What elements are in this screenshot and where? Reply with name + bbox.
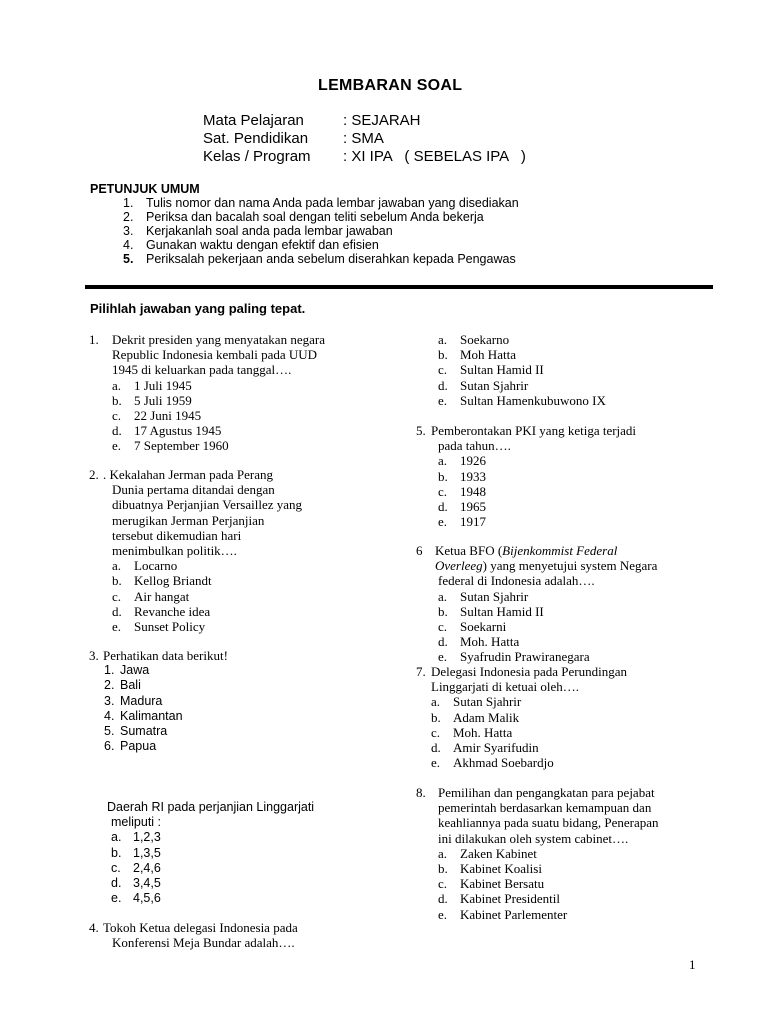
option-key: e.: [438, 392, 448, 408]
answer-option: [438, 589, 595, 604]
option-text: 1948: [460, 483, 486, 499]
option-text: Amir Syarifudin: [453, 740, 539, 756]
option-key: b.: [112, 392, 122, 408]
question-number: 1.: [89, 332, 99, 347]
question-text: Ketua BFO (: [435, 543, 503, 558]
option-text: Kabinet Parlementer: [460, 906, 568, 922]
answer-option: [438, 907, 659, 922]
data-key: 1.: [104, 663, 115, 678]
data-text: Papua: [120, 739, 157, 754]
option-key: b.: [431, 709, 441, 725]
question-text: ini dilakukan oleh system cabinet….: [438, 830, 629, 846]
data-item: [104, 739, 183, 754]
option-text: Sultan Hamenkubuwono IX: [460, 392, 606, 408]
option-text: 1,2,3: [133, 830, 161, 845]
option-text: 1965: [460, 499, 486, 514]
option-text: Sutan Sjahrir: [460, 377, 529, 393]
question-text: pemerintah berdasarkan kemampuan dan: [438, 800, 652, 816]
option-key: c.: [438, 619, 448, 634]
question-text-italic: Overleeg: [435, 558, 483, 574]
question-text: merugikan Jerman Perjanjian: [112, 512, 265, 528]
option-key: a.: [438, 845, 448, 861]
question-text: federal di Indonesia adalah….: [438, 573, 595, 589]
question-number: 6: [416, 543, 423, 558]
option-key: c.: [438, 483, 448, 499]
answer-option: [438, 604, 595, 619]
answer-option: [438, 453, 511, 468]
answer-option: [438, 891, 659, 906]
option-key: c.: [438, 362, 448, 378]
answer-option: [438, 469, 511, 484]
meta-label-class: Kelas / Program: [203, 148, 311, 165]
data-item: [104, 678, 183, 693]
option-key: d.: [431, 740, 441, 756]
question-text: Pemilihan dan pengangkatan para pejabat: [438, 785, 655, 800]
option-text: 3,4,5: [133, 876, 161, 891]
option-key: d.: [438, 634, 448, 650]
option-text: 5 Juli 1959: [134, 392, 192, 408]
answer-option: [438, 649, 595, 664]
option-key: a.: [111, 830, 122, 845]
answer-option: [438, 332, 606, 347]
question-text: 1945 di keluarkan pada tanggal….: [112, 362, 292, 378]
answer-option: [111, 861, 314, 876]
option-text: Kabinet Koalisi: [460, 861, 542, 877]
answer-option: [438, 347, 606, 362]
answer-option: [438, 484, 511, 499]
option-key: d.: [112, 603, 122, 619]
option-text: 1926: [460, 453, 486, 469]
option-key: a.: [438, 588, 448, 604]
question-text: Linggarjati di ketuai oleh….: [431, 679, 580, 695]
answer-option: [438, 876, 659, 891]
question-number: 8.: [416, 785, 426, 800]
question-text: meliputi :: [111, 815, 162, 830]
answer-option: [431, 725, 627, 740]
answer-option: [111, 846, 314, 861]
question-text: ) yang menyetujui system Negara: [482, 558, 658, 574]
data-text: Jawa: [120, 663, 150, 678]
option-text: Moh. Hatta: [453, 724, 513, 740]
data-text: Sumatra: [120, 724, 168, 738]
answer-option: [438, 861, 659, 876]
answer-option: [112, 378, 325, 393]
answer-option: [431, 740, 627, 755]
answer-option: [112, 619, 302, 634]
answer-option: [438, 634, 595, 649]
option-key: d.: [438, 499, 448, 514]
instruction-number: 1.: [123, 196, 134, 210]
meta-value-school: : SMA: [343, 130, 384, 147]
answer-option: [112, 408, 325, 423]
option-key: a.: [431, 694, 441, 710]
answer-option: [112, 423, 325, 438]
option-key: b.: [111, 845, 122, 860]
meta-value-subject: : SEJARAH: [343, 112, 421, 129]
answer-option: [111, 891, 314, 906]
option-text: Sutan Sjahrir: [460, 588, 529, 604]
option-text: Soekarno: [460, 332, 510, 347]
page-title: LEMBARAN SOAL: [318, 77, 463, 94]
option-key: b.: [438, 603, 448, 619]
data-item: [104, 709, 183, 724]
question-text: Konferensi Meja Bundar adalah….: [112, 935, 295, 951]
option-key: e.: [431, 755, 441, 771]
option-key: e.: [112, 619, 122, 635]
instruction-text: Periksalah pekerjaan anda sebelum diserahkan kepada Pengawas: [146, 252, 516, 266]
question-text: Daerah RI pada perjanjian Linggarjati: [107, 800, 315, 814]
meta-label-school: Sat. Pendidikan: [203, 130, 309, 147]
question-text: . Kekalahan Jerman pada Perang: [103, 467, 274, 482]
option-text: Syafrudin Prawiranegara: [460, 649, 590, 665]
answer-option: [438, 362, 606, 377]
section-divider: [85, 285, 713, 289]
question-4-options: [438, 332, 606, 408]
question-3-prompt: [107, 800, 314, 906]
question-text: dibuatnya Perjanjian Versaillez yang: [112, 497, 303, 513]
option-text: Sultan Hamid II: [460, 362, 544, 378]
option-key: d.: [438, 377, 448, 393]
option-key: e.: [438, 649, 448, 665]
option-key: b.: [438, 861, 448, 877]
answer-option: [438, 514, 511, 529]
question-text: Dekrit presiden yang menyatakan negara: [112, 332, 325, 347]
data-text: Kalimantan: [120, 708, 183, 723]
option-key: b.: [112, 573, 122, 589]
instruction-text: Periksa dan bacalah soal dengan teliti sebelum Anda bekerja: [146, 210, 484, 224]
option-key: d.: [112, 423, 122, 439]
option-key: c.: [111, 860, 121, 875]
answer-option: [431, 710, 627, 725]
answer-option: [438, 619, 595, 634]
option-key: a.: [438, 332, 448, 347]
instruction-number: 3.: [123, 224, 134, 238]
option-text: Sunset Policy: [134, 619, 206, 635]
page-number: 1: [689, 957, 696, 972]
option-text: Kabinet Bersatu: [460, 876, 545, 892]
question-text: Republic Indonesia kembali pada UUD: [112, 347, 318, 363]
instruction-number: 4.: [123, 238, 134, 252]
question-text: menimbulkan politik….: [112, 543, 237, 558]
answer-option: [438, 393, 606, 408]
option-text: Zaken Kabinet: [460, 845, 537, 861]
option-text: Moh. Hatta: [460, 634, 520, 650]
option-text: 1,3,5: [133, 845, 161, 860]
option-text: Adam Malik: [453, 709, 520, 725]
question-number: 4.: [89, 920, 99, 935]
answer-option: [438, 378, 606, 393]
answer-option: [112, 438, 325, 453]
answer-option: [111, 830, 314, 845]
instruction-text: Kerjakanlah soal anda pada lembar jawaban: [146, 224, 393, 238]
option-key: d.: [438, 891, 448, 907]
question-text: Tokoh Ketua delegasi Indonesia pada: [103, 920, 298, 935]
answer-option: [438, 846, 659, 861]
option-text: 1917: [460, 514, 486, 530]
option-key: e.: [438, 906, 448, 922]
option-key: a.: [112, 377, 122, 393]
option-text: 22 Juni 1945: [134, 408, 202, 424]
option-key: a.: [438, 453, 448, 469]
option-key: e.: [112, 438, 122, 454]
option-text: Locarno: [134, 558, 178, 574]
option-key: a.: [112, 558, 122, 574]
question-text: Perhatikan data berikut!: [103, 648, 228, 663]
answer-option: [112, 393, 325, 408]
option-key: e.: [111, 891, 122, 906]
option-text: 17 Agustus 1945: [134, 423, 222, 439]
option-text: 7 September 1960: [134, 438, 229, 454]
answer-option: [431, 694, 627, 709]
data-key: 4.: [104, 708, 115, 723]
option-text: Sultan Hamid II: [460, 603, 544, 619]
question-text: pada tahun….: [438, 438, 511, 454]
answer-option: [431, 755, 627, 770]
instruction-text: Tulis nomor dan nama Anda pada lembar jawaban yang disediakan: [146, 196, 519, 210]
option-text: Akhmad Soebardjo: [453, 755, 554, 771]
option-text: Sutan Sjahrir: [453, 694, 522, 710]
option-text: 1933: [460, 468, 486, 484]
answer-option: [112, 589, 302, 604]
question-text: Pemberontakan PKI yang ketiga terjadi: [431, 423, 637, 438]
data-text: Bali: [120, 678, 141, 693]
question-text: Delegasi Indonesia pada Perundingan: [431, 664, 628, 679]
option-key: c.: [112, 588, 122, 604]
question-text: keahliannya pada suatu bidang, Penerapan: [438, 815, 659, 831]
answer-option: [112, 558, 302, 573]
option-text: Air hangat: [134, 588, 190, 604]
option-key: c.: [438, 876, 448, 892]
option-key: c.: [431, 724, 441, 740]
question-number: 5.: [416, 423, 426, 438]
option-text: Soekarni: [460, 619, 507, 634]
option-key: e.: [438, 514, 448, 530]
data-key: 5.: [104, 724, 115, 738]
option-text: Revanche idea: [134, 603, 211, 619]
question-text-italic: Bijenkommist Federal: [502, 543, 618, 558]
data-key: 6.: [104, 739, 115, 754]
option-text: Moh Hatta: [460, 347, 516, 363]
instructions-heading: PETUNJUK UMUM: [90, 182, 200, 196]
data-key: 2.: [104, 678, 115, 693]
option-key: b.: [438, 468, 448, 484]
question-number: 3.: [89, 648, 99, 663]
data-key: 3.: [104, 693, 115, 708]
answer-option: [112, 573, 302, 588]
option-key: b.: [438, 347, 448, 363]
answer-instruction: Pilihlah jawaban yang paling tepat.: [90, 301, 306, 316]
question-number: 2.: [89, 467, 99, 482]
answer-option: [438, 499, 511, 514]
meta-label-subject: Mata Pelajaran: [203, 112, 304, 129]
data-text: Madura: [120, 693, 163, 708]
option-text: 2,4,6: [133, 860, 161, 875]
option-key: c.: [112, 408, 122, 424]
option-text: 1 Juli 1945: [134, 377, 192, 393]
option-text: Kellog Briandt: [134, 573, 212, 589]
instruction-number: 5.: [123, 252, 134, 266]
instruction-number: 2.: [123, 210, 134, 224]
instruction-text: Gunakan waktu dengan efektif dan efisien: [146, 238, 379, 252]
question-text: Dunia pertama ditandai dengan: [112, 482, 275, 498]
question-number: 7.: [416, 664, 426, 679]
answer-option: [112, 604, 302, 619]
data-item: [104, 724, 183, 739]
question-text: tersebut dikemudian hari: [112, 527, 242, 543]
answer-option: [111, 876, 314, 891]
option-key: d.: [111, 876, 122, 891]
data-item: [104, 694, 183, 709]
option-text: Kabinet Presidentil: [460, 891, 561, 907]
option-text: 4,5,6: [133, 891, 161, 906]
data-item: [104, 663, 183, 678]
meta-value-class: : XI IPA ( SEBELAS IPA ): [343, 148, 526, 165]
